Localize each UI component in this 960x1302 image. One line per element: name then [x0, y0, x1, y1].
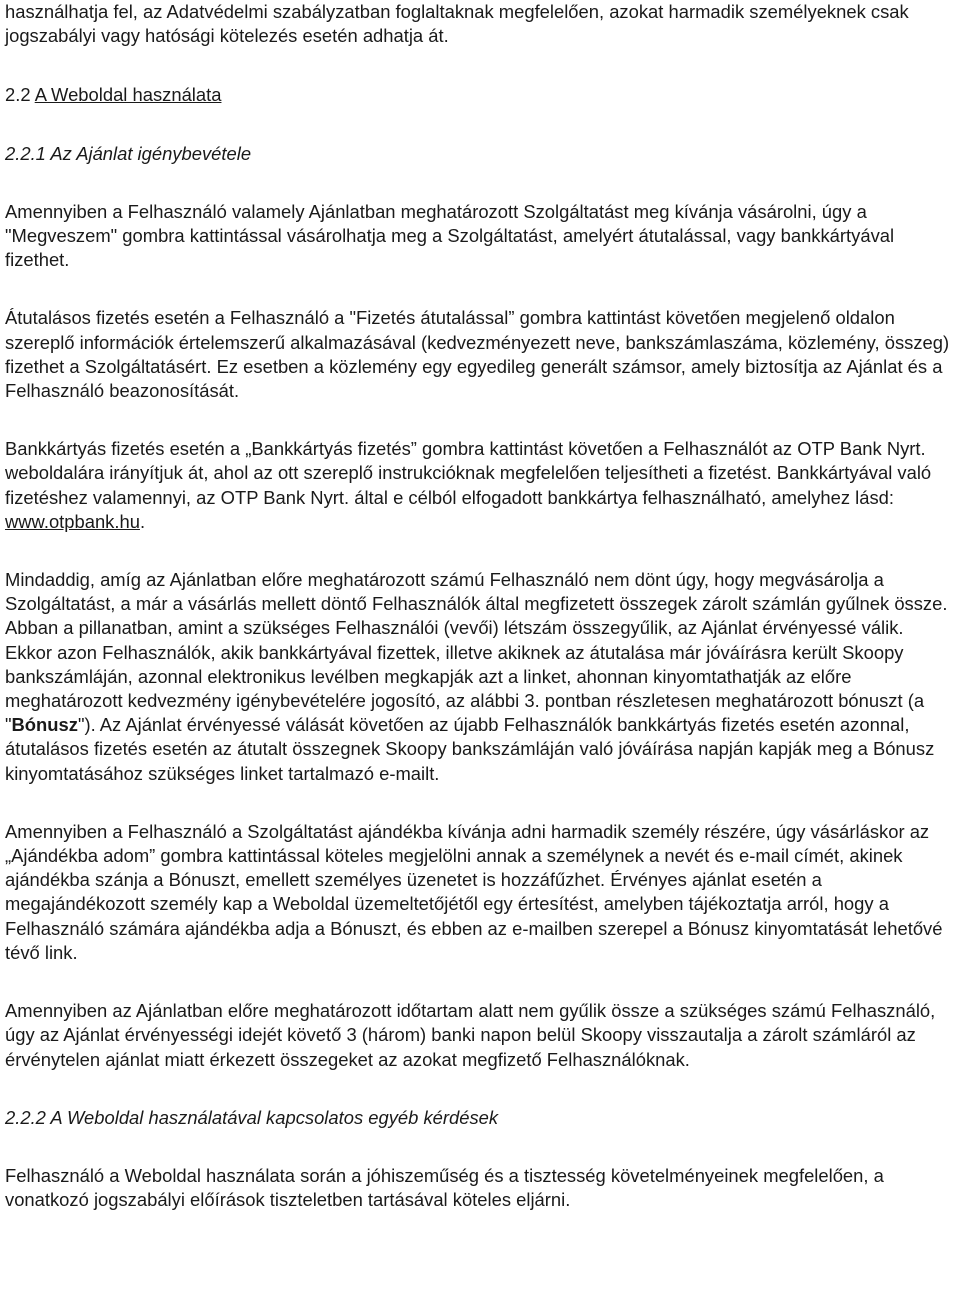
subsection-heading-2-2-1: 2.2.1 Az Ajánlat igénybevétele — [5, 142, 252, 164]
paragraph-card-payment-text: Bankkártyás fizetés esetén a „Bankkártyás fizetés” gombra kattintást követően a Felhasználót az OTP Bank Nyrt. weboldalára irányítjuk át, ahol az ott szereplő instrukcióknak megfelelően teljesítheti a fizetést. Bankkártyával való fizetéshez valamennyi, az OTP Bank Nyrt. által e célból elfogadott bankkártya felhasználható, amelyhez lásd: — [5, 438, 932, 508]
section-heading-2-2 — [5, 83, 952, 107]
paragraph-gift: Amennyiben a Felhasználó a Szolgáltatást ajándékba kívánja adni harmadik személy részére, úgy vásárláskor az „Ajándékba adom” gombra kattintással köteles megjelölni annak a személynek a nevét és e-mail címét, akinek ajándékba szánja a Bónuszt, emellett személyes üzenetet is hozzáfűzhet. Érvényes ajánlat esetén a megajándékozott személy kap a Weboldal üzemeltetőjétől egy értesítést, amelyben tájékoztatja arról, hogy a Felhasználó számára ajándékba adja a Bónuszt, és ebben az e-mailben szerepel a Bónusz kinyomtatását lehetővé tévő link. — [5, 820, 943, 963]
paragraph-intro: használhatja fel, az Adatvédelmi szabályzatban foglaltaknak megfelelően, azokat harmadik személyeknek csak jogszabályi vagy hatósági kötelezés esetén adhatja át. — [5, 1, 909, 47]
section-title-link[interactable]: A Weboldal használata — [34, 84, 222, 106]
subsection-heading-2-2-2: 2.2.2 A Weboldal használatával kapcsolatos egyéb kérdések — [5, 1106, 499, 1128]
paragraph-conduct: Felhasználó a Weboldal használata során a jóhiszeműség és a tisztesség követelményeinek megfelelően, a vonatkozó jogszabályi előírások tiszteletben tartásával köteles eljárni. — [5, 1164, 884, 1211]
paragraph-card-payment — [5, 437, 952, 534]
paragraph-purchase: Amennyiben a Felhasználó valamely Ajánlatban meghatározott Szolgáltatást meg kívánja vásárolni, úgy a "Megveszem" gombra kattintással vásárolhatja meg a Szolgáltatást, amelyért átutalással, vagy bankkártyával fizethet. — [5, 200, 895, 271]
paragraph-transfer-payment: Átutalásos fizetés esetén a Felhasználó a "Fizetés átutalással” gombra kattintást követően megjelenő oldalon szereplő információk értelemszerű alkalmazásával (kedvezményezett neve, bankszámlaszáma, közlemény, összeg) fizethet a Szolgáltatásért. Ez esetben a közlemény egy egyedileg generált számsor, amely biztosítja az Ajánlat és a Felhasználó beazonosítását. — [5, 307, 950, 402]
paragraph-refund: Amennyiben az Ajánlatban előre meghatározott időtartam alatt nem gyűlik össze a szükséges számú Felhasználó, úgy az Ajánlat érvényességi idejét követő 3 (három) banki napon belül Skoopy visszautalja a zárolt számláról az érvénytelen ajánlat miatt érkezett összegeket az azokat megfizető Felhasználóknak. — [5, 1000, 936, 1070]
paragraph-card-payment-end: . — [139, 510, 146, 532]
paragraph-offer-validity — [5, 568, 952, 786]
paragraph-offer-validity-end: "). Az Ajánlat érvényessé válását követően az újabb Felhasználók bankkártyás fizetés esetén azonnal, átutalásos fizetés esetén az átutalt összegnek Skoopy bankszámláján való jóváírása napján kapják meg a Bónusz kinyomtatásához szükséges linket tartalmazó e-mailt. — [5, 714, 935, 784]
otpbank-link[interactable]: www.otpbank.hu — [5, 510, 140, 532]
paragraph-offer-validity-text: Mindaddig, amíg az Ajánlatban előre meghatározott számú Felhasználó nem dönt úgy, hogy megvásárolja a Szolgáltatást, a már a vásárlás mellett döntő Felhasználók által megfizetett összegek zárolt számlán gyűlnek össze. Abban a pillanatban, amint a szükséges Felhasználói (vevői) létszám összegyűlik, az Ajánlat érvényessé válik. Ekkor azon Felhasználók, akik bankkártyával fizettek, illetve akiknek az átutalása már jóváírásra került Skoopy bankszámláján, azonnal elektronikus levélben megkapják azt a linket, ahonnan kinyomtathatják az előre meghatározott kedvezmény igénybevételére jogosító, az alábbi 3. pontban részletesen meghatározott bónuszt (a " — [5, 569, 948, 736]
section-number: 2.2 — [5, 84, 31, 106]
bonus-term: Bónusz — [11, 714, 78, 736]
